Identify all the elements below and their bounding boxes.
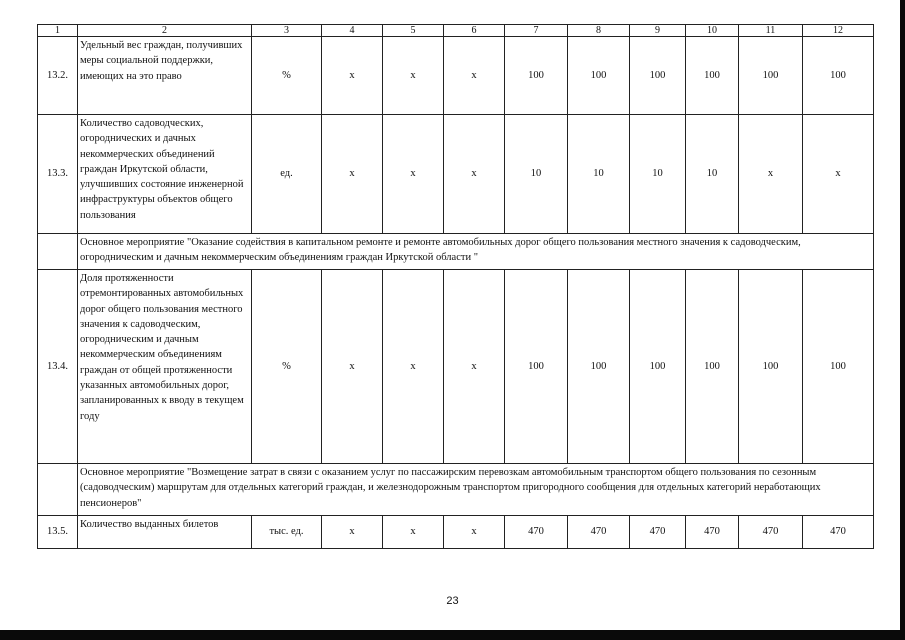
table-row xyxy=(38,516,874,549)
value-cell: x xyxy=(383,37,444,115)
value-cell: x xyxy=(322,37,383,115)
value-cell: 470 xyxy=(686,516,739,549)
value-cell: 100 xyxy=(630,270,686,464)
value-cell: 10 xyxy=(630,115,686,234)
indicator-name: Доля протяженности отремонтированных автомобильных дорог общего пользования местного значения к садоводческим, огородническим и дачным некоммерческим объединениям граждан от общей протяженности указанных автомобильных дорог, запланированных к вводу в текущем году xyxy=(78,270,252,464)
column-number: 3 xyxy=(252,25,322,37)
row-number: 13.5. xyxy=(38,516,78,549)
value-cell: 100 xyxy=(505,270,568,464)
column-number: 4 xyxy=(322,25,383,37)
value-cell: x xyxy=(739,115,803,234)
event-row xyxy=(38,464,874,516)
value-cell: 100 xyxy=(505,37,568,115)
value-cell: 10 xyxy=(686,115,739,234)
row-number: 13.4. xyxy=(38,270,78,464)
value-cell: 100 xyxy=(686,270,739,464)
value-cell: x xyxy=(444,270,505,464)
value-cell: 470 xyxy=(739,516,803,549)
column-number: 8 xyxy=(568,25,630,37)
value-cell: 470 xyxy=(568,516,630,549)
indicators-table xyxy=(37,24,874,549)
row-number xyxy=(38,234,78,270)
indicator-name: Удельный вес граждан, получивших меры социальной поддержки, имеющих на это право xyxy=(78,37,252,115)
row-number: 13.3. xyxy=(38,115,78,234)
column-number: 6 xyxy=(444,25,505,37)
column-number: 11 xyxy=(739,25,803,37)
value-cell: 10 xyxy=(568,115,630,234)
value-cell: x xyxy=(322,516,383,549)
value-cell: 470 xyxy=(505,516,568,549)
indicator-name: Количество выданных билетов xyxy=(78,516,252,549)
event-row xyxy=(38,234,874,270)
event-title: Основное мероприятие "Возмещение затрат в связи с оказанием услуг по пассажирским перевозкам автомобильным транспортом общего пользования по сезонным (садоводческим) маршрутам для отдельных категорий граждан, и железнодорожным транспортом пригородного сообщения для отдельных категорий неработающих пенсионеров" xyxy=(78,464,874,516)
unit-cell: тыс. ед. xyxy=(252,516,322,549)
value-cell: 100 xyxy=(568,37,630,115)
column-number: 10 xyxy=(686,25,739,37)
column-number: 5 xyxy=(383,25,444,37)
value-cell: 470 xyxy=(630,516,686,549)
table-row xyxy=(38,270,874,464)
column-number-row xyxy=(38,25,874,37)
value-cell: 100 xyxy=(686,37,739,115)
value-cell: x xyxy=(444,516,505,549)
value-cell: 10 xyxy=(505,115,568,234)
value-cell: 100 xyxy=(739,270,803,464)
unit-cell: ед. xyxy=(252,115,322,234)
value-cell: x xyxy=(322,270,383,464)
value-cell: x xyxy=(383,115,444,234)
value-cell: x xyxy=(444,115,505,234)
row-number xyxy=(38,464,78,516)
value-cell: 100 xyxy=(803,270,874,464)
column-number: 1 xyxy=(38,25,78,37)
indicator-name: Количество садоводческих, огороднических и дачных некоммерческих объединений граждан Иркутской области, улучшивших состояние инженерной инфраструктуры объектов общего пользования xyxy=(78,115,252,234)
value-cell: 100 xyxy=(630,37,686,115)
value-cell: 100 xyxy=(739,37,803,115)
column-number: 12 xyxy=(803,25,874,37)
value-cell: x xyxy=(383,270,444,464)
scan-edge-bottom xyxy=(0,630,905,640)
page-number: 23 xyxy=(446,595,459,607)
value-cell: x xyxy=(322,115,383,234)
value-cell: 470 xyxy=(803,516,874,549)
unit-cell: % xyxy=(252,37,322,115)
value-cell: 100 xyxy=(803,37,874,115)
table-row xyxy=(38,37,874,115)
row-number: 13.2. xyxy=(38,37,78,115)
value-cell: x xyxy=(803,115,874,234)
table-row xyxy=(38,115,874,234)
value-cell: x xyxy=(383,516,444,549)
event-title: Основное мероприятие "Оказание содействия в капитальном ремонте и ремонте автомобильных дорог общего пользования местного значения к садоводческим, огородническим и дачным некоммерческим объединениям граждан Иркутской области " xyxy=(78,234,874,270)
value-cell: 100 xyxy=(568,270,630,464)
column-number: 9 xyxy=(630,25,686,37)
value-cell: x xyxy=(444,37,505,115)
column-number: 2 xyxy=(78,25,252,37)
unit-cell: % xyxy=(252,270,322,464)
scan-edge-right xyxy=(900,0,905,640)
column-number: 7 xyxy=(505,25,568,37)
